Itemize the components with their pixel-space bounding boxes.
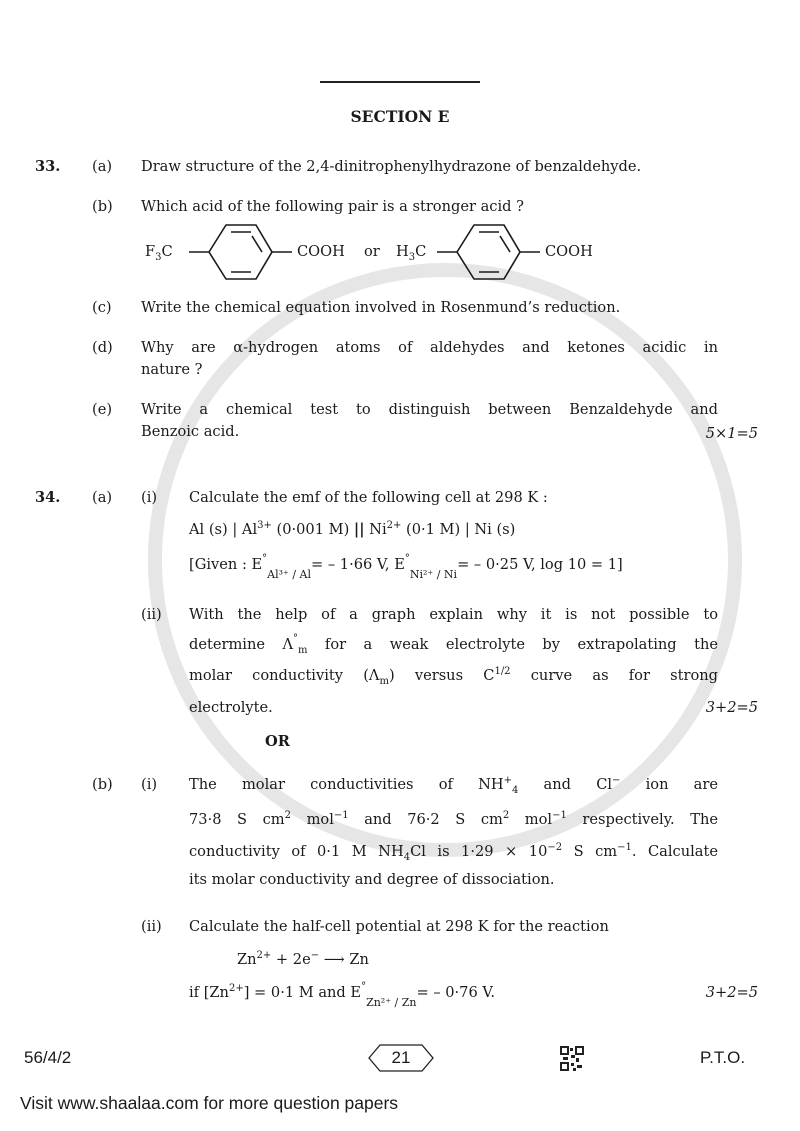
- question-text: [189, 775, 718, 795]
- group-label: H: [396, 243, 409, 260]
- question-text: Benzoic acid.: [141, 423, 240, 440]
- text: ion are: [620, 776, 718, 793]
- subpart-label: (i): [141, 489, 158, 506]
- question-text: [189, 810, 718, 830]
- degree: °: [293, 633, 298, 644]
- benzene-ring-icon: [0, 0, 800, 300]
- text: ] = 0·1 M and E: [243, 984, 362, 1001]
- text: respectively. The: [566, 811, 718, 828]
- text: (0·1 M) | Ni (s): [401, 521, 516, 538]
- superscript: 2: [502, 810, 510, 822]
- text: ) versus C: [388, 667, 495, 684]
- text: S cm: [562, 843, 618, 860]
- subscript: 4: [511, 784, 519, 796]
- group-label: C: [415, 243, 427, 260]
- part-label: (c): [92, 299, 112, 316]
- subscript: m: [379, 675, 389, 687]
- superscript: 2+: [386, 520, 402, 532]
- question-number: 33.: [35, 158, 61, 175]
- salt-bridge: ||: [353, 521, 365, 538]
- section-title: SECTION E: [350, 107, 450, 126]
- question-text: With the help of a graph explain why it is not possible to: [189, 606, 718, 623]
- text: [Given : E: [189, 556, 263, 573]
- question-text: [189, 635, 718, 655]
- text: determine Λ: [189, 636, 293, 653]
- part-label: (a): [92, 489, 113, 506]
- subscript: Al³⁺ / Al: [267, 568, 311, 581]
- question-text: [189, 666, 718, 686]
- text: Zn: [349, 951, 369, 968]
- question-text: Calculate the half-cell potential at 298 K for the reaction: [189, 918, 609, 935]
- question-text: Calculate the emf of the following cell at 298 K :: [189, 489, 548, 506]
- group-label: F: [145, 243, 156, 260]
- text: + 2e: [271, 951, 311, 968]
- text: Al (s) | Al: [189, 521, 258, 538]
- subpart-label: (ii): [141, 606, 162, 623]
- condition: [189, 981, 496, 1009]
- superscript: −1: [617, 842, 632, 854]
- superscript: 2: [284, 810, 292, 822]
- or-label: or: [364, 243, 380, 260]
- text: and Cl: [518, 776, 613, 793]
- cooh-label: COOH: [545, 243, 593, 260]
- pto-label: P.T.O.: [700, 1048, 746, 1067]
- question-text: Which acid of the following pair is a stronger acid ?: [141, 198, 524, 215]
- subscript: 3: [155, 251, 162, 263]
- website-notice: Visit www.shaalaa.com for more question papers: [20, 1093, 399, 1113]
- text: for a weak electrolyte by extrapolating the: [307, 636, 718, 653]
- question-text: [189, 842, 718, 862]
- marks: 3+2=5: [705, 984, 758, 1001]
- arrow-icon: ⟶: [319, 951, 350, 968]
- text: = – 0·25 V, log 10 = 1]: [457, 556, 623, 573]
- degree: °: [262, 553, 268, 564]
- cell-notation: [189, 520, 515, 540]
- degree: °: [361, 981, 367, 992]
- question-text: Draw structure of the 2,4-dinitrophenylhydrazone of benzaldehyde.: [141, 158, 642, 175]
- part-label: (d): [92, 339, 113, 356]
- given-values: [189, 553, 623, 581]
- page-number-badge: [368, 1044, 434, 1072]
- subpart-label: (i): [141, 776, 158, 793]
- subscript: Zn²⁺ / Zn: [366, 996, 417, 1009]
- question-text: nature ?: [141, 361, 203, 378]
- text: Ni: [364, 521, 387, 538]
- superscript: −1: [333, 810, 349, 822]
- text: mol: [291, 811, 334, 828]
- superscript: 1/2: [494, 666, 511, 678]
- question-text: Why are α-hydrogen atoms of aldehydes and ketones acidic in: [141, 339, 718, 356]
- subscript: 4: [403, 851, 411, 863]
- part-label: (e): [92, 401, 113, 418]
- superscript: −1: [552, 810, 567, 822]
- superscript: +: [503, 775, 512, 787]
- text: = – 1·66 V, E: [311, 556, 405, 573]
- part-label: (a): [92, 158, 113, 175]
- superscript: 2+: [228, 983, 244, 995]
- question-number: 34.: [35, 489, 61, 506]
- superscript: 2+: [256, 950, 272, 962]
- text: The molar conductivities of NH: [189, 776, 504, 793]
- marks: 5×1=5: [705, 425, 758, 442]
- text: Cl is 1·29 × 10: [410, 843, 548, 860]
- text: . Calculate: [631, 843, 718, 860]
- question-text: Write the chemical equation involved in Rosenmund’s reduction.: [141, 299, 621, 316]
- subscript: 3: [408, 251, 416, 263]
- subscript: m: [298, 644, 308, 656]
- or-divider: OR: [265, 733, 290, 750]
- subscript: Ni²⁺ / Ni: [409, 568, 458, 581]
- text: (0·001 M): [271, 521, 354, 538]
- superscript: −2: [547, 842, 563, 854]
- text: molar conductivity (Λ: [189, 667, 380, 684]
- marks: 3+2=5: [705, 699, 758, 716]
- text: if [Zn: [189, 984, 229, 1001]
- question-text: Write a chemical test to distinguish between Benzaldehyde and: [141, 401, 718, 418]
- superscript: −: [612, 775, 621, 787]
- text: 73·8 S cm: [189, 811, 285, 828]
- degree: °: [404, 553, 410, 564]
- subpart-label: (ii): [141, 918, 162, 935]
- text: mol: [509, 811, 553, 828]
- half-reaction: [237, 950, 369, 970]
- text: and 76·2 S cm: [348, 811, 503, 828]
- text: conductivity of 0·1 M NH: [189, 843, 404, 860]
- cooh-label: COOH: [297, 243, 345, 260]
- text: = – 0·76 V.: [416, 984, 496, 1001]
- qr-code-icon: [560, 1046, 584, 1072]
- text: curve as for strong: [510, 667, 719, 684]
- question-text: its molar conductivity and degree of dissociation.: [189, 871, 555, 888]
- superscript: 3+: [257, 520, 272, 532]
- question-text: electrolyte.: [189, 699, 273, 716]
- page-number: 21: [391, 1048, 411, 1067]
- text: Zn: [237, 951, 257, 968]
- group-label: C: [161, 243, 173, 260]
- paper-code: 56/4/2: [24, 1048, 72, 1067]
- part-label: (b): [92, 198, 113, 215]
- superscript: −: [310, 950, 320, 962]
- part-label: (b): [92, 776, 113, 793]
